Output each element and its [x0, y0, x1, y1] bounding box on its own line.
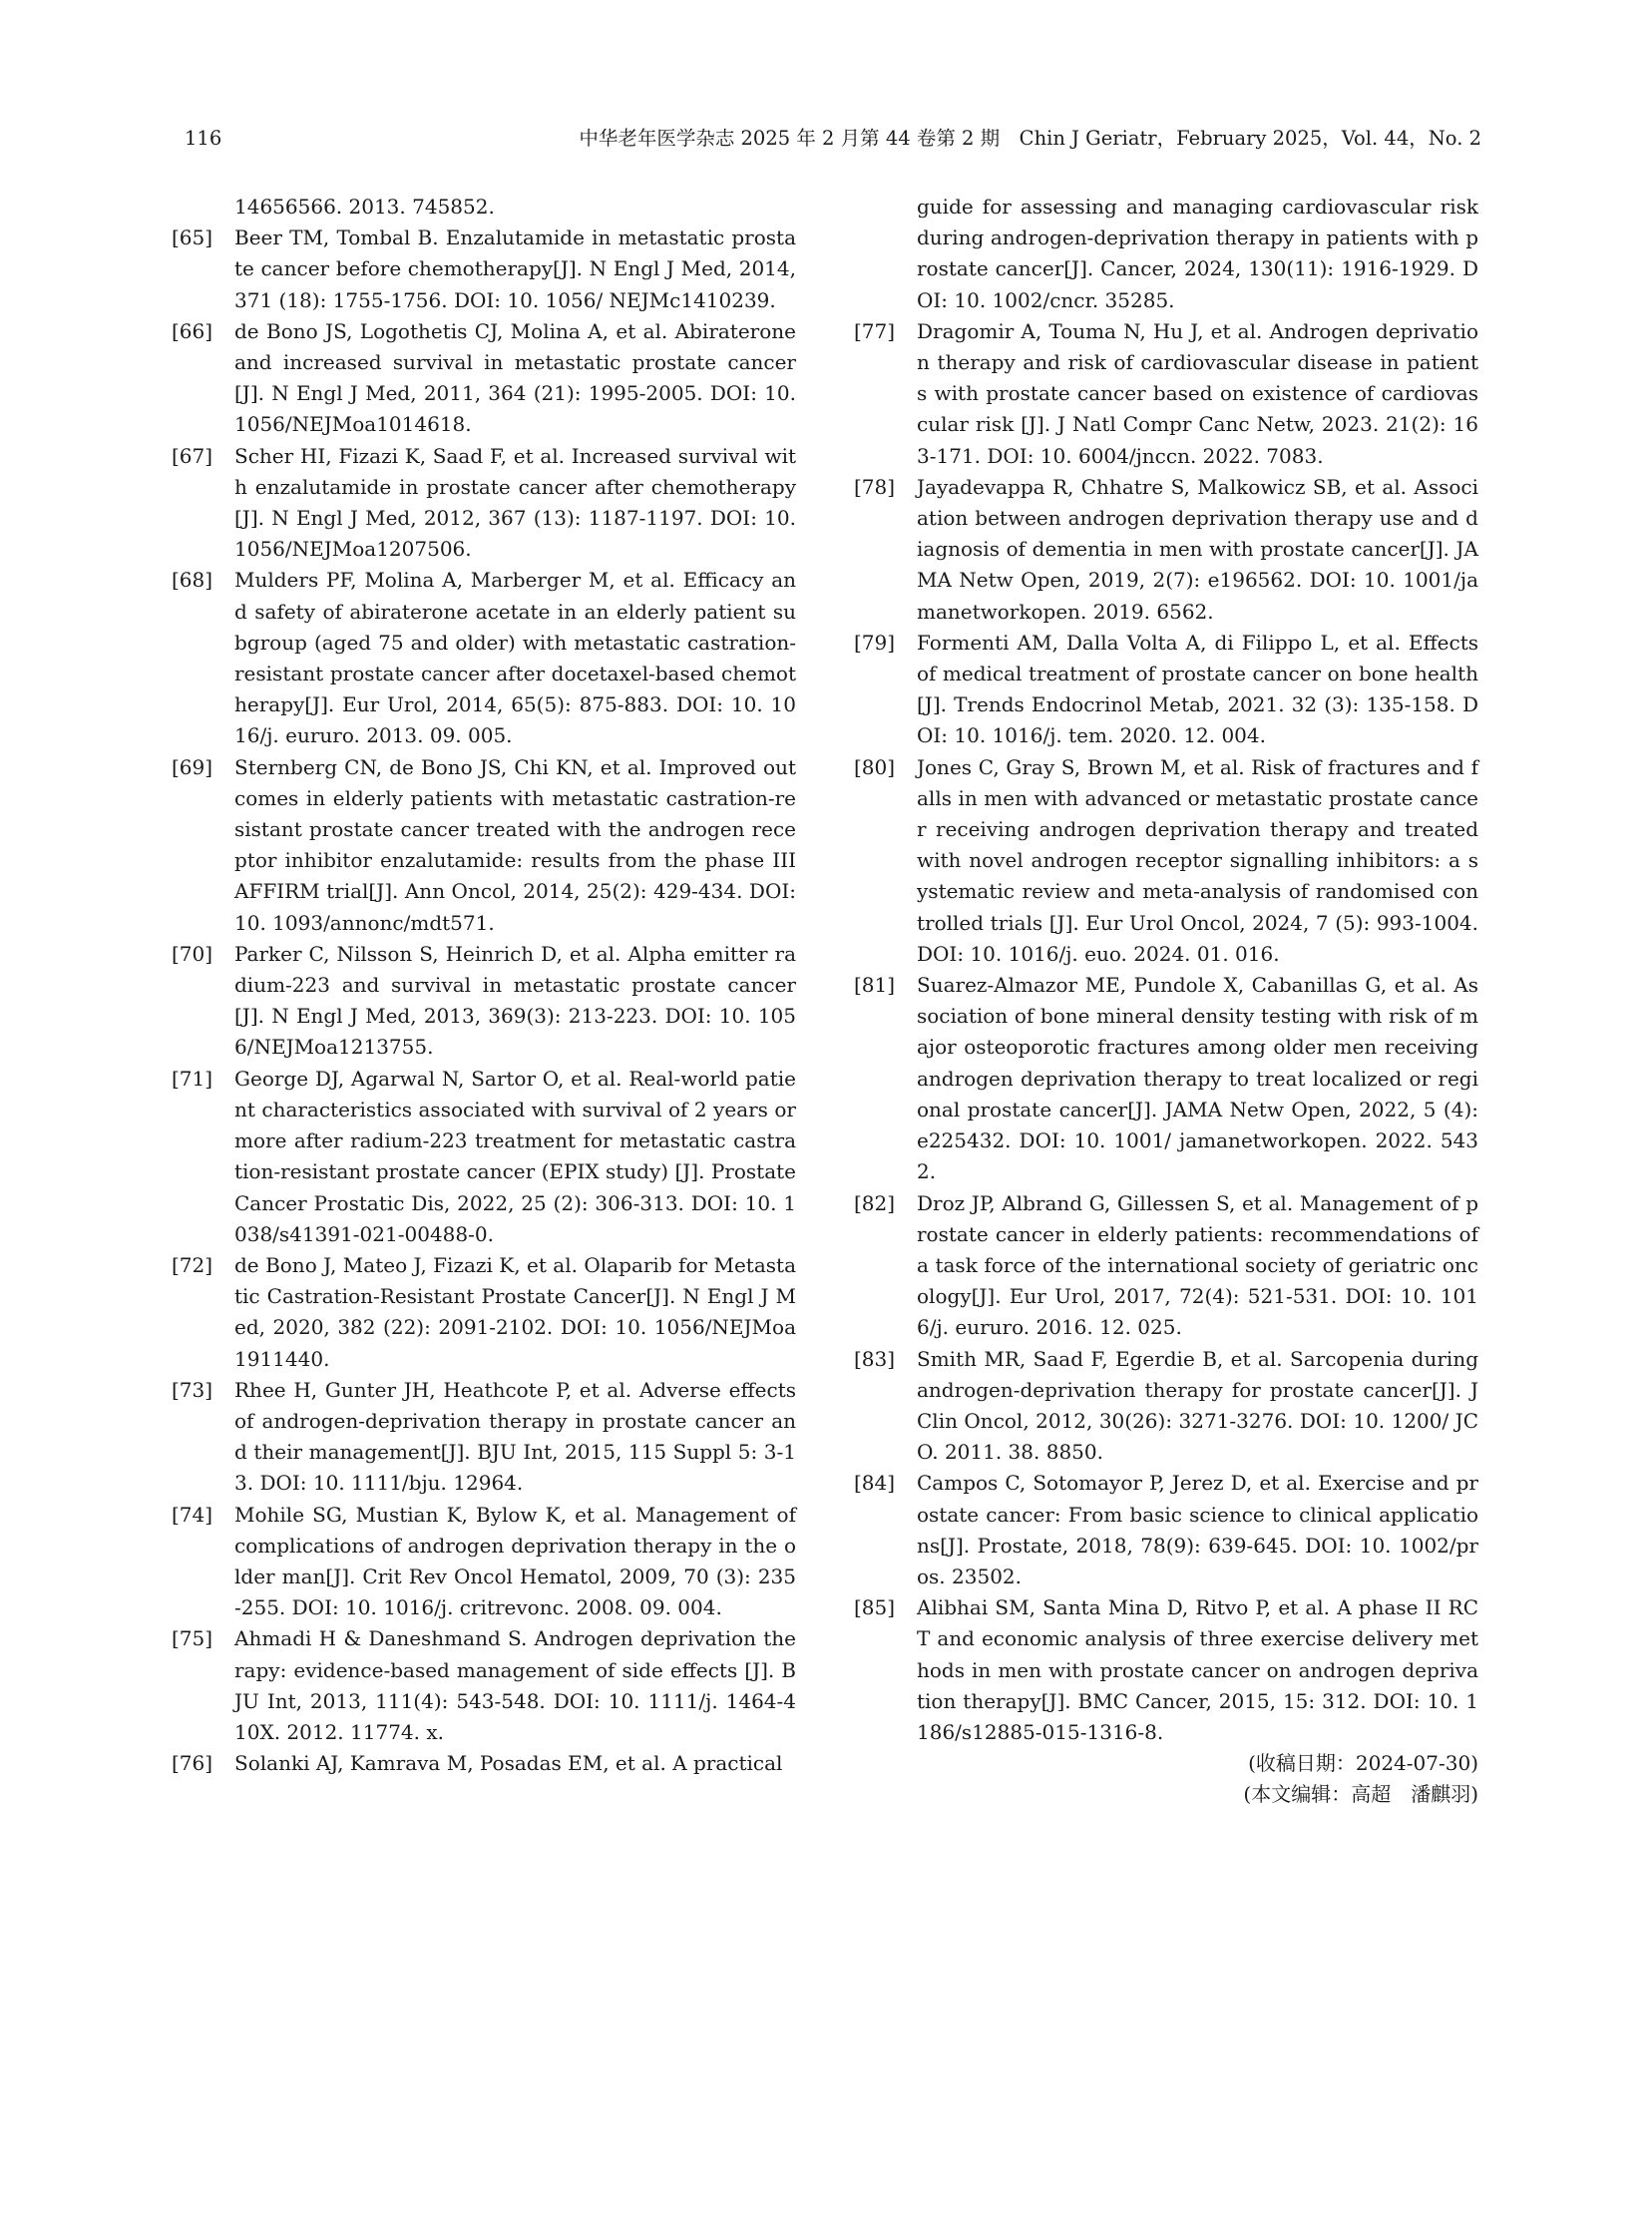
- reference-74: [172, 1500, 796, 1624]
- reference-number: [68]: [172, 568, 213, 593]
- reference-text: Solanki AJ, Kamrava M, Posadas EM, et al. A practical: [234, 1751, 783, 1776]
- reference-text: Dragomir A, Touma N, Hu J, et al. Androgen deprivation therapy and risk of cardiovascular disease in patients with prostate cancer based on existence of cardiovascular risk [J]. J Natl Compr Canc Netw, 2023. 21(2): 163-171. DOI: 10. 6004/jnccn. 2022. 7083.: [917, 318, 1478, 468]
- reference-number: [80]: [854, 754, 896, 779]
- reference-number: [74]: [172, 1502, 213, 1527]
- reference-number: [72]: [172, 1252, 213, 1277]
- reference-80: [854, 752, 1478, 970]
- reference-text: Jayadevappa R, Chhatre S, Malkowicz SB, et al. Association between androgen deprivation therapy use and diagnosis of dementia in men with prostate cancer[J]. JAMA Netw Open, 2019, 2(7): e196562. DOI: 10. 1001/jamanetworkopen. 2019. 6562.: [917, 474, 1478, 624]
- reference-number: [67]: [172, 443, 213, 468]
- reference-text: Alibhai SM, Santa Mina D, Ritvo P, et al. A phase II RCT and economic analysis of three exercise delivery methods in men with prostate cancer on androgen deprivation therapy[J]. BMC Cancer, 2015, 15: 312. DOI: 10. 1186/s12885-015-1316-8.: [917, 1595, 1478, 1744]
- reference-84: [854, 1468, 1478, 1592]
- reference-number: [81]: [854, 973, 896, 998]
- reference-text: Mulders PF, Molina A, Marberger M, et al. Efficacy and safety of abiraterone acetate in an elderly patient subgroup (aged 75 and older) with metastatic castration-resistant prostate cancer after docetaxel-based chemotherapy[J]. Eur Urol, 2014, 65(5): 875-883. DOI: 10. 1016/j. eururo. 2013. 09. 005.: [234, 568, 796, 748]
- reference-72: [172, 1250, 796, 1375]
- reference-number: [66]: [172, 318, 213, 343]
- reference-text: Scher HI, Fizazi K, Saad F, et al. Increased survival with enzalutamide in prostate cancer after chemotherapy[J]. N Engl J Med, 2012, 367 (13): 1187-1197. DOI: 10. 1056/NEJMoa1207506.: [234, 443, 796, 562]
- reference-number: [84]: [854, 1471, 896, 1496]
- reference-continuation: guide for assessing and managing cardiovascular risk during androgen-deprivation therapy in patients with prostate cancer[J]. Cancer, 2024, 130(11): 1916-1929. DOI: 10. 1002/cncr. 35285.: [917, 195, 1478, 312]
- reference-text: de Bono JS, Logothetis CJ, Molina A, et al. Abiraterone and increased survival in metastatic prostate cancer[J]. N Engl J Med, 2011, 364 (21): 1995-2005. DOI: 10. 1056/NEJMoa1014618.: [234, 318, 796, 437]
- reference-number: [85]: [854, 1595, 896, 1620]
- reference-78: [854, 472, 1478, 628]
- reference-71: [172, 1064, 796, 1250]
- reference-text: Formenti AM, Dalla Volta A, di Filippo L, et al. Effects of medical treatment of prostate cancer on bone health[J]. Trends Endocrinol Metab, 2021. 32 (3): 135-158. DOI: 10. 1016/j. tem. 2020. 12. 004.: [917, 630, 1478, 748]
- reference-76: [172, 1748, 796, 1779]
- reference-text: Smith MR, Saad F, Egerdie B, et al. Sarcopenia during androgen-deprivation therapy for prostate cancer[J]. J Clin Oncol, 2012, 30(26): 3271-3276. DOI: 10. 1200/ JCO. 2011. 38. 8850.: [917, 1346, 1478, 1465]
- reference-continuation: 14656566. 2013. 745852.: [234, 195, 495, 219]
- reference-number: [76]: [172, 1751, 213, 1776]
- reference-81: [854, 970, 1478, 1187]
- reference-number: [77]: [854, 318, 896, 343]
- reference-text: Rhee H, Gunter JH, Heathcote P, et al. Adverse effects of androgen-deprivation therapy in prostate cancer and their management[J]. BJU Int, 2015, 115 Suppl 5: 3-13. DOI: 10. 1111/bju. 12964.: [234, 1377, 796, 1496]
- reference-text: Droz JP, Albrand G, Gillessen S, et al. Management of prostate cancer in elderly patients: recommendations of a task force of the international society of geriatric oncology[J]. Eur Urol, 2017, 72(4): 521-531. DOI: 10. 1016/j. eururo. 2016. 12. 025.: [917, 1190, 1478, 1340]
- reference-number: [71]: [172, 1066, 213, 1091]
- reference-number: [78]: [854, 474, 896, 499]
- reference-69: [172, 752, 796, 939]
- reference-67: [172, 441, 796, 566]
- reference-70: [172, 939, 796, 1064]
- reference-number: [75]: [172, 1626, 213, 1651]
- reference-text: Beer TM, Tombal B. Enzalutamide in metastatic prostate cancer before chemotherapy[J]. N Engl J Med, 2014, 371 (18): 1755-1756. DOI: 10. 1056/ NEJMc1410239.: [234, 225, 796, 312]
- reference-number: [82]: [854, 1190, 896, 1215]
- reference-75: [172, 1623, 796, 1748]
- reference-number: [70]: [172, 941, 213, 966]
- reference-text: de Bono J, Mateo J, Fizazi K, et al. Olaparib for Metastatic Castration-Resistant Prostate Cancer[J]. N Engl J Med, 2020, 382 (22): 2091-2102. DOI: 10. 1056/NEJMoa1911440.: [234, 1252, 796, 1371]
- reference-text: George DJ, Agarwal N, Sartor O, et al. Real-world patient characteristics associated with survival of 2 years or more after radium-223 treatment for metastatic castration-resistant prostate cancer (EPIX study) [J]. Prostate Cancer Prostatic Dis, 2022, 25 (2): 306-313. DOI: 10. 1038/s41391-021-00488-0.: [234, 1066, 796, 1246]
- reference-73: [172, 1375, 796, 1500]
- editor-note: (本文编辑：高超 潘麒羽): [1243, 1782, 1478, 1807]
- reference-text: Suarez-Almazor ME, Pundole X, Cabanillas G, et al. Association of bone mineral density testing with risk of major osteoporotic fractures among older men receiving androgen deprivation therapy to treat localized or regional prostate cancer[J]. JAMA Netw Open, 2022, 5 (4): e225432. DOI: 10. 1001/ jamanetworkopen. 2022. 5432.: [917, 973, 1478, 1184]
- reference-83: [854, 1344, 1478, 1469]
- reference-85: [854, 1592, 1478, 1748]
- journal-citation: 中华老年医学杂志 2025 年 2 月第 44 卷第 2 期 Chin J Geriatr，February 2025，Vol. 44，No. 2: [579, 127, 1481, 150]
- reference-text: Sternberg CN, de Bono JS, Chi KN, et al. Improved outcomes in elderly patients with metastatic castration-resistant prostate cancer treated with the androgen receptor inhibitor enzalutamide: results from the phase III AFFIRM trial[J]. Ann Oncol, 2014, 25(2): 429-434. DOI: 10. 1093/annonc/mdt571.: [234, 754, 796, 935]
- reference-79: [854, 628, 1478, 752]
- reference-text: Mohile SG, Mustian K, Bylow K, et al. Management of complications of androgen deprivation therapy in the older man[J]. Crit Rev Oncol Hematol, 2009, 70 (3): 235-255. DOI: 10. 1016/j. critrevonc. 2008. 09. 004.: [234, 1502, 796, 1620]
- running-header: [185, 124, 1481, 154]
- received-date: (收稿日期：2024-07-30): [1248, 1751, 1478, 1776]
- right-column: [854, 192, 1478, 1811]
- left-column: [172, 192, 796, 1779]
- reference-number: [83]: [854, 1346, 896, 1371]
- reference-text: Campos C, Sotomayor P, Jerez D, et al. Exercise and prostate cancer: From basic science to clinical applications[J]. Prostate, 2018, 78(9): 639-645. DOI: 10. 1002/pros. 23502.: [917, 1471, 1478, 1588]
- reference-number: [65]: [172, 225, 213, 250]
- reference-number: [79]: [854, 630, 896, 655]
- reference-number: [73]: [172, 1377, 213, 1402]
- reference-text: Ahmadi H & Daneshmand S. Androgen deprivation therapy: evidence-based management of side effects [J]. BJU Int, 2013, 111(4): 543-548. DOI: 10. 1111/j. 1464-410X. 2012. 11774. x.: [234, 1626, 796, 1744]
- page-number: 116: [185, 127, 222, 150]
- reference-82: [854, 1188, 1478, 1344]
- reference-77: [854, 316, 1478, 472]
- reference-number: [69]: [172, 754, 213, 779]
- reference-text: Parker C, Nilsson S, Heinrich D, et al. Alpha emitter radium-223 and survival in metastatic prostate cancer [J]. N Engl J Med, 2013, 369(3): 213-223. DOI: 10. 1056/NEJMoa1213755.: [234, 941, 796, 1060]
- reference-65: [172, 223, 796, 316]
- reference-66: [172, 316, 796, 441]
- reference-68: [172, 565, 796, 751]
- reference-text: Jones C, Gray S, Brown M, et al. Risk of fractures and falls in men with advanced or metastatic prostate cancer receiving androgen deprivation therapy and treated with novel androgen receptor signalling inhibitors: a systematic review and meta-analysis of randomised controlled trials [J]. Eur Urol Oncol, 2024, 7 (5): 993-1004. DOI: 10. 1016/j. euo. 2024. 01. 016.: [917, 754, 1478, 966]
